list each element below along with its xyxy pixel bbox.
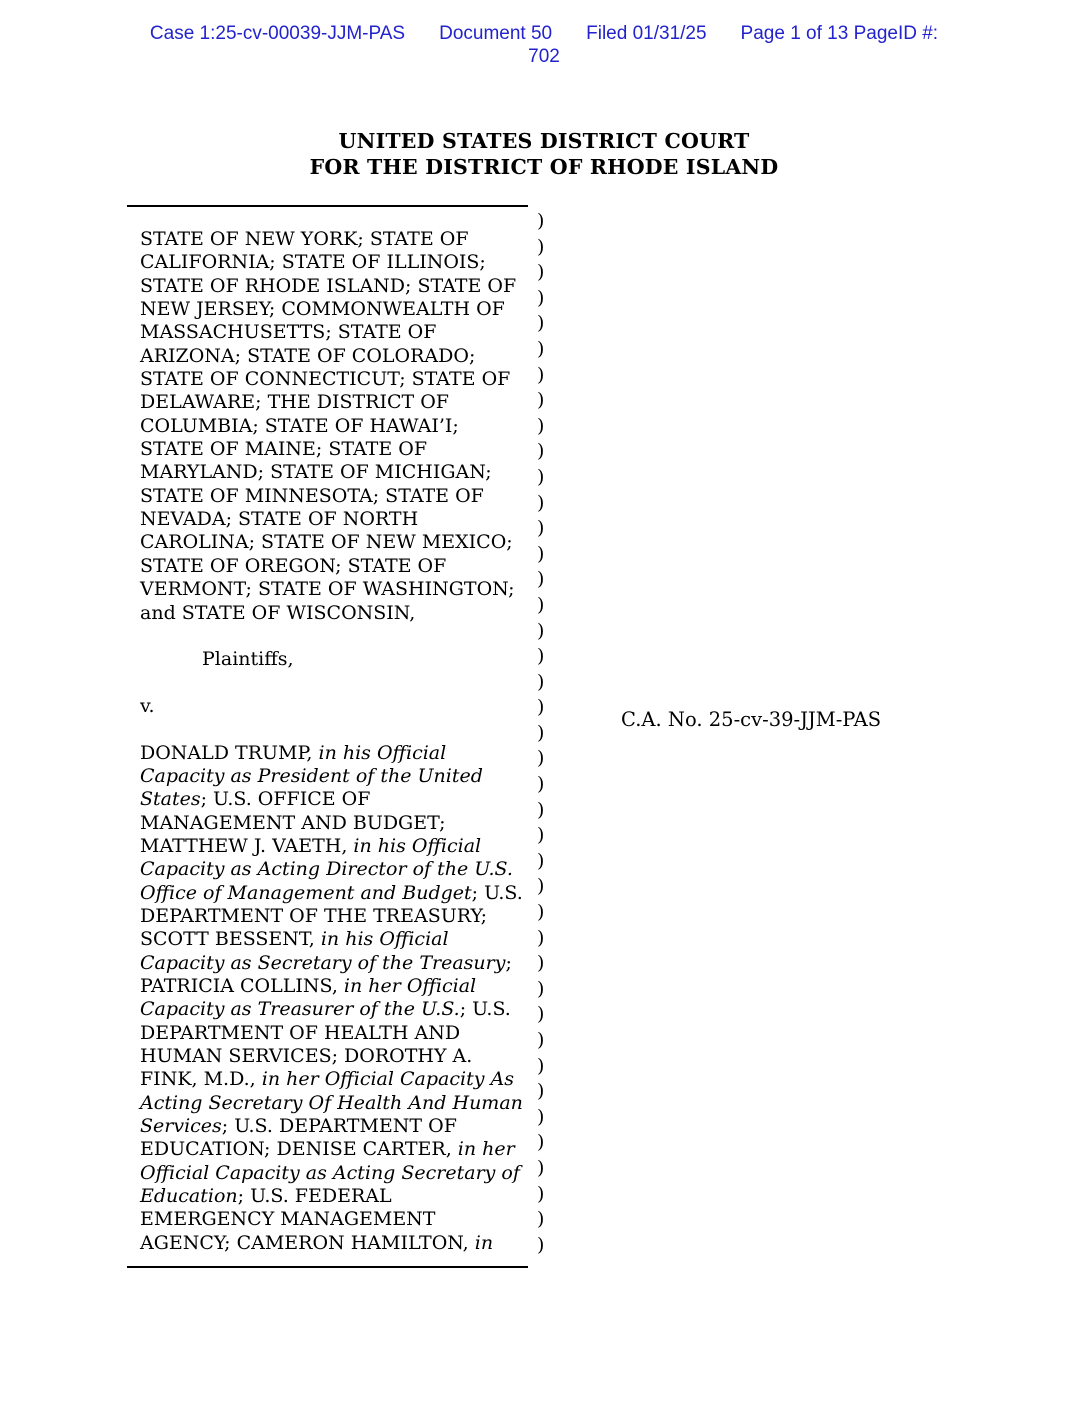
caption-paren: ) bbox=[537, 619, 545, 642]
caption-paren: ) bbox=[537, 440, 545, 463]
ecf-case-number: Case 1:25-cv-00039-JJM-PAS bbox=[149, 23, 406, 44]
ecf-page-info: Page 1 of 13 PageID #: bbox=[740, 23, 939, 44]
caption-paren: ) bbox=[537, 645, 545, 668]
caption-line: States; U.S. OFFICE OF bbox=[140, 788, 371, 811]
caption-line: STATE OF RHODE ISLAND; STATE OF bbox=[140, 274, 517, 297]
caption-paren: ) bbox=[537, 337, 545, 360]
caption-paren-column bbox=[537, 209, 544, 1258]
caption-paren: ) bbox=[537, 696, 545, 719]
caption-paren: ) bbox=[537, 1054, 545, 1077]
ecf-stamp-line1 bbox=[0, 22, 1088, 45]
caption-line: STATE OF MINNESOTA; STATE OF bbox=[140, 484, 484, 507]
caption-line: Office of Management and Budget; U.S. bbox=[140, 881, 523, 904]
caption-paren: ) bbox=[537, 517, 545, 540]
ecf-stamp-header bbox=[0, 22, 1088, 68]
caption-line: STATE OF NEW YORK; STATE OF bbox=[140, 228, 469, 250]
caption-line: PATRICIA COLLINS, in her Official bbox=[140, 975, 477, 997]
caption-line: CALIFORNIA; STATE OF ILLINOIS; bbox=[140, 251, 486, 274]
caption-line: MATTHEW J. VAETH, in his Official bbox=[140, 834, 482, 857]
caption-line: NEW JERSEY; COMMONWEALTH OF bbox=[140, 298, 505, 321]
caption-line: COLUMBIA; STATE OF HAWAI’I; bbox=[140, 414, 459, 437]
court-title-line1: UNITED STATES DISTRICT COURT bbox=[338, 129, 750, 153]
caption-paren: ) bbox=[537, 849, 545, 872]
caption-paren: ) bbox=[537, 593, 545, 616]
caption-line: Education; U.S. FEDERAL bbox=[140, 1185, 392, 1208]
caption-paren: ) bbox=[537, 901, 545, 924]
caption-paren: ) bbox=[537, 491, 545, 514]
caption-paren: ) bbox=[537, 1080, 545, 1103]
caption-line: FINK, M.D., in her Official Capacity As bbox=[140, 1068, 514, 1091]
caption-blank-line bbox=[140, 718, 528, 741]
caption-paren: ) bbox=[537, 414, 545, 437]
caption-line: MANAGEMENT AND BUDGET; bbox=[140, 811, 446, 834]
caption-line: DONALD TRUMP, in his Official bbox=[140, 741, 447, 764]
caption-paren: ) bbox=[537, 977, 545, 1000]
caption-line: STATE OF OREGON; STATE OF bbox=[140, 554, 447, 577]
caption-line: Official Capacity as Acting Secretary of bbox=[140, 1161, 520, 1184]
caption-paren: ) bbox=[537, 542, 545, 565]
caption-blank-line bbox=[140, 625, 528, 648]
caption-line: Services; U.S. DEPARTMENT OF bbox=[140, 1115, 457, 1138]
caption-blank-line bbox=[140, 672, 528, 695]
caption-paren: ) bbox=[537, 926, 545, 949]
caption-line: and STATE OF WISCONSIN, bbox=[140, 601, 416, 624]
caption-paren: ) bbox=[537, 798, 545, 821]
caption-line: Capacity as President of the United bbox=[140, 764, 483, 787]
caption-paren: ) bbox=[537, 1208, 545, 1231]
caption-paren: ) bbox=[537, 210, 545, 232]
caption-line: EDUCATION; DENISE CARTER, in her bbox=[140, 1138, 515, 1161]
caption-line: HUMAN SERVICES; DOROTHY A. bbox=[140, 1045, 473, 1068]
ecf-filed-date: Filed 01/31/25 bbox=[586, 23, 707, 44]
caption-paren: ) bbox=[537, 1156, 545, 1179]
caption-line: DEPARTMENT OF THE TREASURY; bbox=[140, 904, 488, 927]
caption-paren: ) bbox=[537, 952, 545, 975]
case-caption bbox=[127, 205, 1007, 1268]
caption-paren: ) bbox=[537, 875, 545, 898]
caption-line: Plaintiffs, bbox=[202, 648, 294, 671]
ecf-pageid-number: 702 bbox=[528, 46, 560, 67]
court-title-line2: FOR THE DISTRICT OF RHODE ISLAND bbox=[309, 155, 779, 179]
caption-paren: ) bbox=[537, 568, 545, 591]
caption-line: STATE OF CONNECTICUT; STATE OF bbox=[140, 368, 511, 391]
caption-paren: ) bbox=[537, 773, 545, 796]
caption-paren: ) bbox=[537, 670, 545, 693]
caption-parties-column bbox=[127, 205, 528, 1268]
caption-paren: ) bbox=[537, 1131, 545, 1154]
caption-line: CAROLINA; STATE OF NEW MEXICO; bbox=[140, 531, 513, 554]
caption-line: MARYLAND; STATE OF MICHIGAN; bbox=[140, 461, 492, 484]
caption-line: ARIZONA; STATE OF COLORADO; bbox=[140, 344, 476, 367]
caption-line: DELAWARE; THE DISTRICT OF bbox=[140, 391, 449, 414]
caption-paren: ) bbox=[537, 261, 545, 284]
caption-line: EMERGENCY MANAGEMENT bbox=[140, 1208, 436, 1231]
caption-paren: ) bbox=[537, 1003, 545, 1026]
caption-paren: ) bbox=[537, 286, 545, 309]
caption-line: VERMONT; STATE OF WASHINGTON; bbox=[140, 578, 515, 601]
caption-line: AGENCY; CAMERON HAMILTON, in bbox=[140, 1231, 494, 1254]
civil-action-number: C.A. No. 25-cv-39-JJM-PAS bbox=[621, 708, 882, 731]
caption-paren: ) bbox=[537, 1182, 545, 1205]
caption-paren: ) bbox=[537, 824, 545, 847]
caption-line: Capacity as Secretary of the Treasury; bbox=[140, 951, 512, 974]
caption-line: Acting Secretary Of Health And Human bbox=[140, 1091, 523, 1114]
caption-paren: ) bbox=[537, 389, 545, 412]
caption-party-lines bbox=[140, 228, 528, 1255]
caption-line: STATE OF MAINE; STATE OF bbox=[140, 438, 428, 461]
caption-paren: ) bbox=[537, 235, 545, 258]
ecf-document-number: Document 50 bbox=[439, 23, 553, 44]
court-title bbox=[0, 128, 1088, 180]
caption-paren: ) bbox=[537, 312, 545, 335]
caption-line: NEVADA; STATE OF NORTH bbox=[140, 508, 419, 531]
caption-line: Capacity as Acting Director of the U.S. bbox=[140, 858, 513, 881]
caption-paren: ) bbox=[537, 1105, 545, 1128]
caption-paren: ) bbox=[537, 363, 545, 386]
caption-line: MASSACHUSETTS; STATE OF bbox=[140, 321, 437, 344]
caption-paren: ) bbox=[537, 1233, 545, 1256]
caption-line: Capacity as Treasurer of the U.S.; U.S. bbox=[140, 998, 511, 1021]
caption-paren: ) bbox=[537, 1029, 545, 1051]
caption-line: v. bbox=[140, 694, 155, 717]
caption-paren: ) bbox=[537, 465, 545, 488]
caption-paren: ) bbox=[537, 747, 545, 770]
caption-line: DEPARTMENT OF HEALTH AND bbox=[140, 1021, 461, 1044]
caption-paren: ) bbox=[537, 721, 545, 744]
caption-line: SCOTT BESSENT, in his Official bbox=[140, 928, 449, 951]
